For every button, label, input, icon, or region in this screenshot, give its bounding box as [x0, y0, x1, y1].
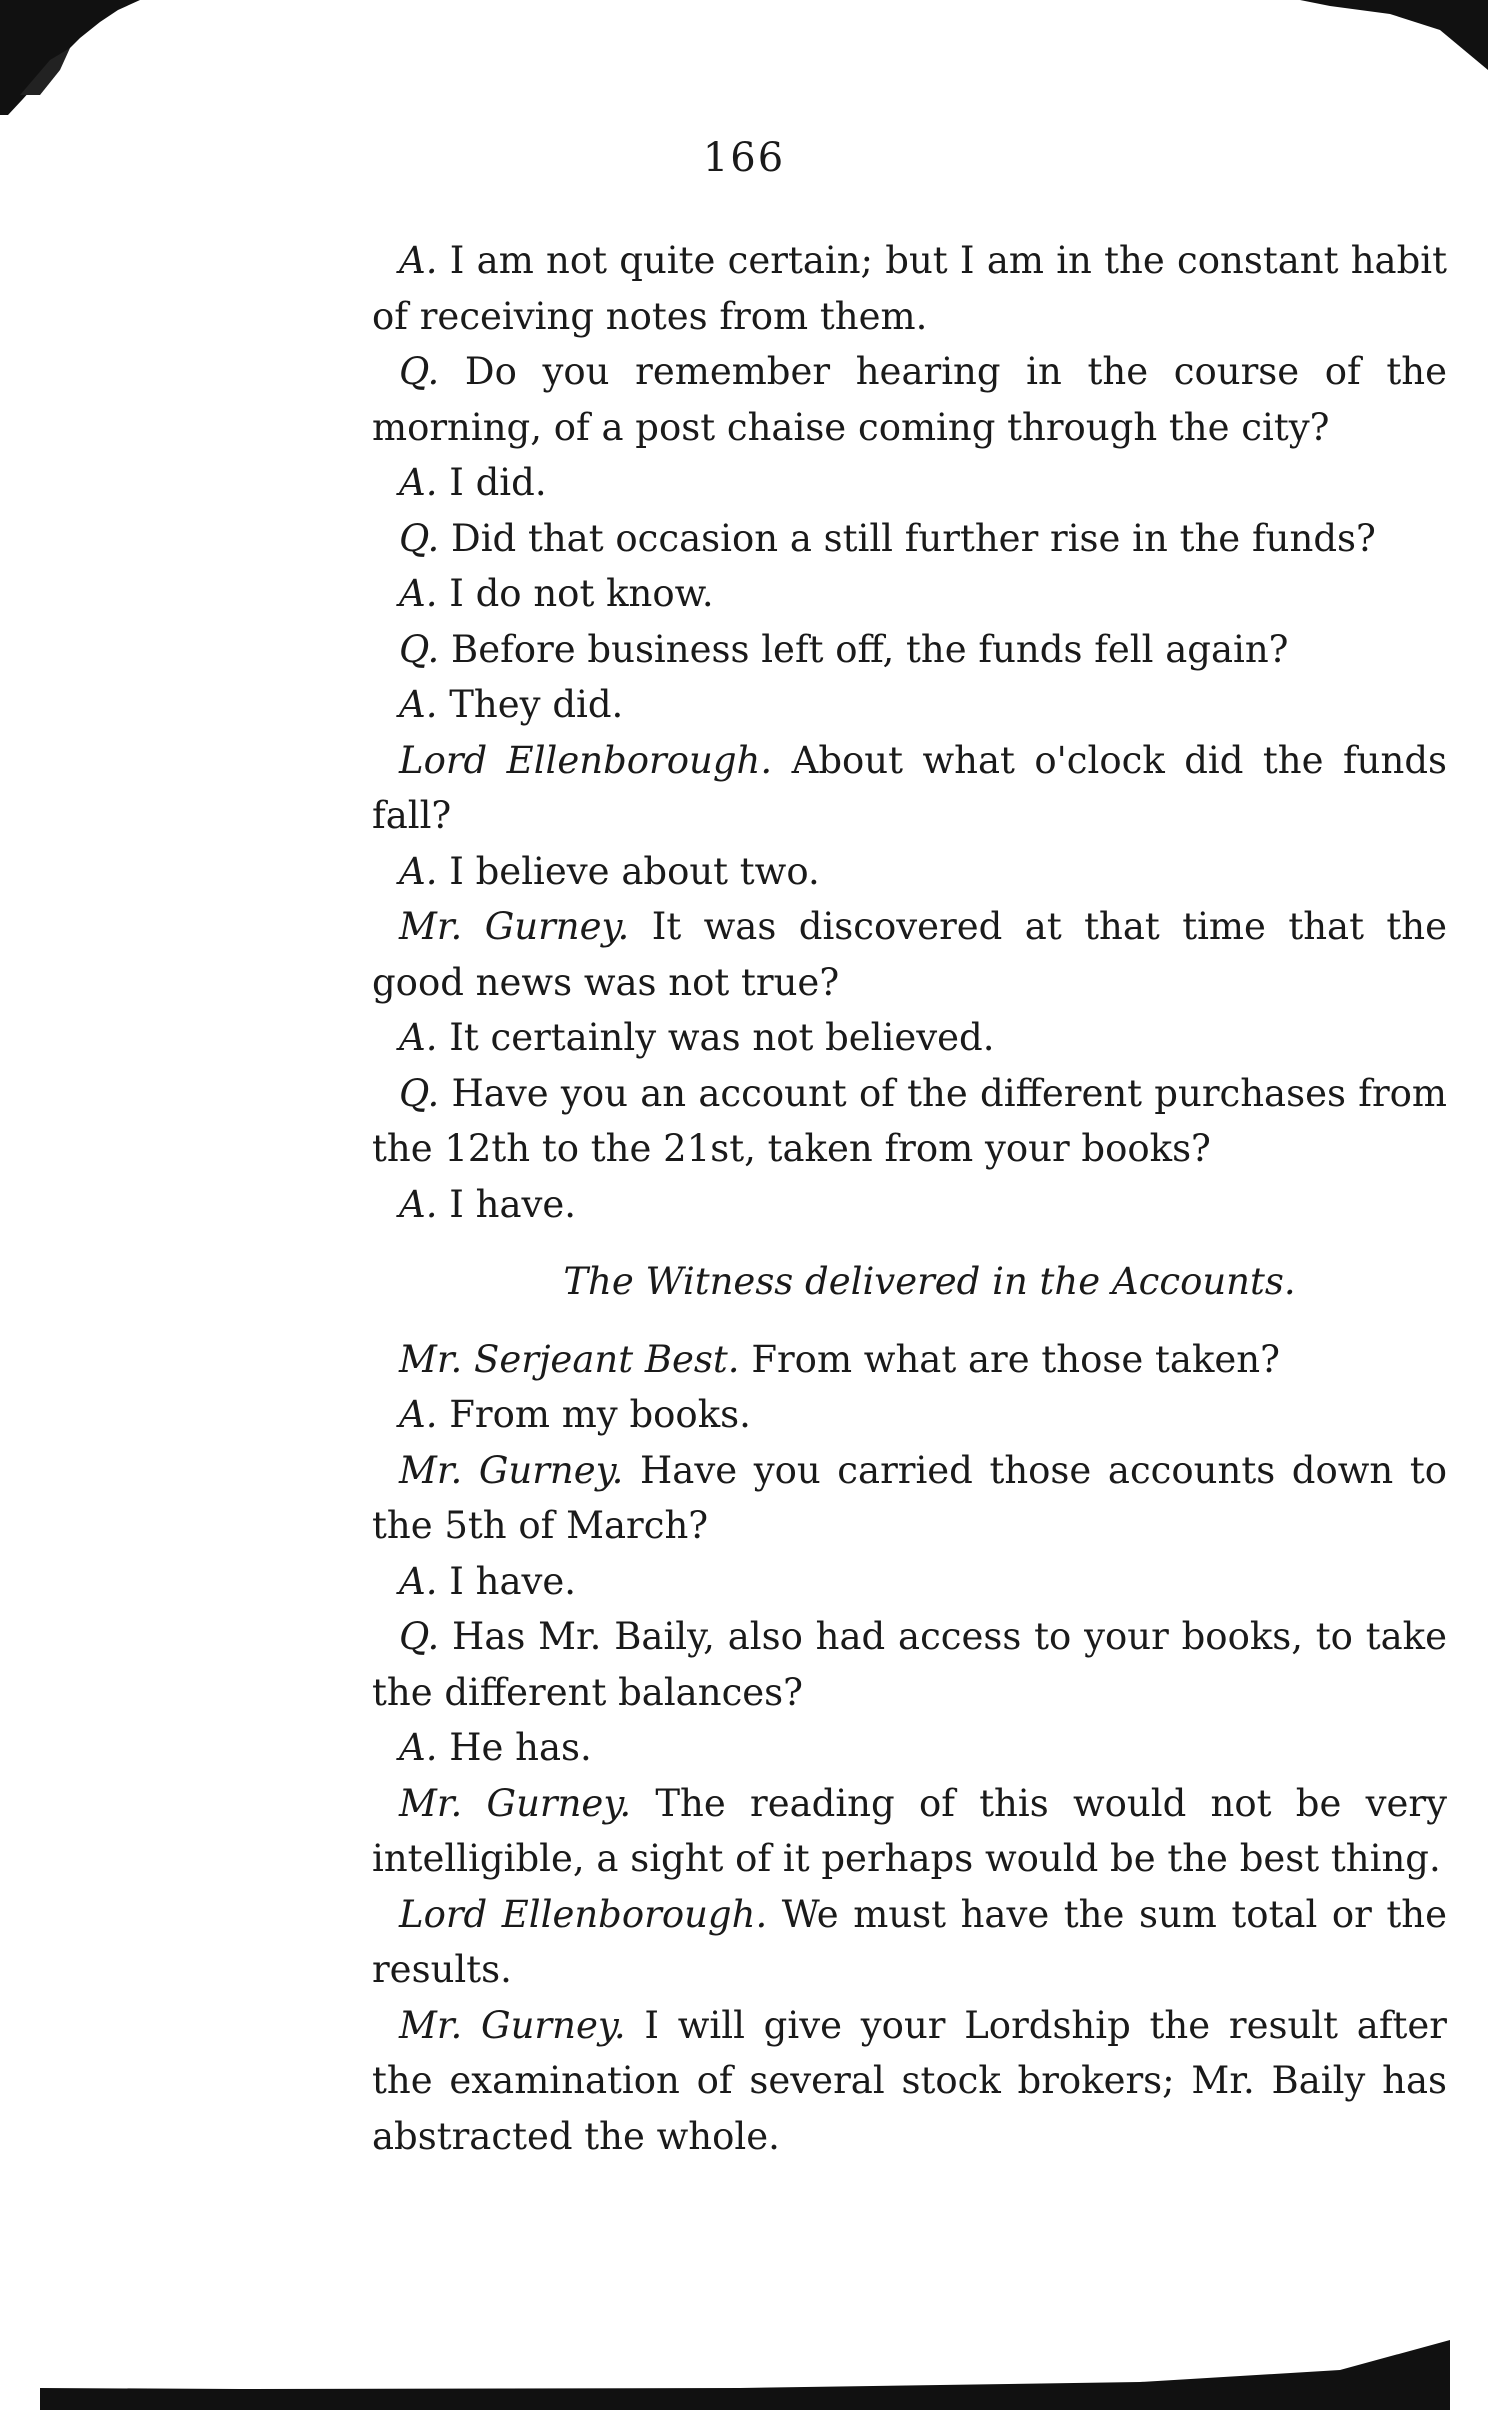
page-number: 166	[702, 135, 786, 181]
speaker-label: Mr. Serjeant Best.	[399, 1337, 740, 1381]
dialogue-paragraph	[372, 1010, 1447, 1066]
dialogue-paragraph	[372, 1998, 1447, 2165]
dialogue-paragraph	[372, 1609, 1447, 1720]
speaker-label: Mr. Gurney.	[399, 905, 630, 948]
spoken-text: Before business left off, the funds fell again?	[439, 627, 1289, 671]
dialogue-paragraph	[372, 233, 1447, 344]
speaker-label: Q.	[399, 1615, 440, 1658]
dialogue-before	[372, 233, 1447, 1232]
speaker-label: Q.	[399, 516, 440, 560]
speaker-label: A.	[399, 1182, 438, 1226]
dialogue-paragraph	[372, 899, 1447, 1010]
spoken-text: From my books.	[437, 1393, 751, 1436]
speaker-label: A.	[399, 461, 438, 504]
dialogue-paragraph	[372, 1177, 1447, 1233]
spoken-text: I have.	[437, 1182, 577, 1226]
spoken-text: I will give your Lordship the result after the examination of several stock brokers; Mr. Baily has abstracted the whole.	[372, 2003, 1447, 2158]
dialogue-after	[372, 1332, 1447, 2165]
dialogue-paragraph	[372, 1776, 1447, 1887]
spoken-text: Has Mr. Baily, also had access to your books, to take the different balances?	[372, 1615, 1447, 1714]
dialogue-paragraph	[372, 677, 1447, 733]
dialogue-paragraph	[372, 1887, 1447, 1998]
spoken-text: It certainly was not believed.	[437, 1016, 995, 1059]
dialogue-paragraph	[372, 622, 1447, 678]
dialogue-paragraph	[372, 1387, 1447, 1443]
speaker-label: A.	[399, 1016, 438, 1059]
spoken-text: About what o'clock did the funds fall?	[372, 738, 1447, 837]
bottom-ink-rule	[40, 2340, 1450, 2410]
dialogue-paragraph	[372, 1554, 1447, 1610]
dialogue-paragraph	[372, 1332, 1447, 1388]
speaker-label: Q.	[399, 350, 440, 393]
dialogue-paragraph	[372, 566, 1447, 622]
speaker-label: A.	[399, 683, 438, 726]
speaker-label: A.	[399, 849, 438, 893]
spoken-text: Have you carried those accounts down to the 5th of March?	[372, 1448, 1447, 1547]
spoken-text: It was discovered at that time that the good news was not true?	[372, 905, 1447, 1004]
dialogue-paragraph	[372, 1066, 1447, 1177]
speaker-label: A.	[399, 239, 438, 282]
speaker-label: A.	[399, 1393, 438, 1436]
spoken-text: From what are those taken?	[739, 1337, 1280, 1381]
speaker-label: Mr. Gurney.	[399, 1781, 632, 1825]
dialogue-paragraph	[372, 344, 1447, 455]
dialogue-paragraph	[372, 511, 1447, 567]
dialogue-paragraph	[372, 733, 1447, 844]
speaker-label: A.	[399, 1559, 438, 1603]
speaker-label: Mr. Gurney.	[399, 1448, 624, 1492]
ink-smudge-top-left	[0, 0, 140, 115]
spoken-text: We must have the sum total or the results.	[372, 1892, 1447, 1991]
dialogue-paragraph	[372, 844, 1447, 900]
speaker-label: Q.	[399, 1071, 440, 1115]
spoken-text: Did that occasion a still further rise in the funds?	[439, 516, 1376, 560]
spoken-text: I have.	[437, 1559, 577, 1603]
spoken-text: He has.	[437, 1726, 592, 1769]
spoken-text: I am not quite certain; but I am in the constant habit of receiving notes from them.	[372, 239, 1447, 338]
speaker-label: Lord Ellenborough.	[399, 738, 773, 782]
spoken-text: Do you remember hearing in the course of the morning, of a post chaise coming through the city?	[372, 350, 1447, 449]
body-text	[372, 233, 1447, 2164]
speaker-label: Lord Ellenborough.	[399, 1892, 768, 1936]
speaker-label: Q.	[399, 627, 440, 671]
stage-direction: The Witness delivered in the Accounts.	[563, 1260, 1296, 1303]
spoken-text: The reading of this would not be very intelligible, a sight of it perhaps would be the best thing.	[372, 1781, 1447, 1880]
speaker-label: Mr. Gurney.	[399, 2003, 626, 2047]
speaker-label: A.	[399, 1726, 438, 1769]
spoken-text: Have you an account of the different purchases from the 12th to the 21st, taken from your books?	[372, 1071, 1447, 1170]
dialogue-paragraph	[372, 1720, 1447, 1776]
spoken-text: They did.	[437, 683, 624, 726]
dialogue-paragraph	[372, 455, 1447, 511]
spoken-text: I did.	[437, 461, 547, 504]
speaker-label: A.	[399, 572, 438, 615]
spoken-text: I believe about two.	[437, 849, 820, 893]
spoken-text: I do not know.	[437, 572, 714, 615]
ink-smudge-top-right	[1300, 0, 1488, 70]
dialogue-paragraph	[372, 1443, 1447, 1554]
